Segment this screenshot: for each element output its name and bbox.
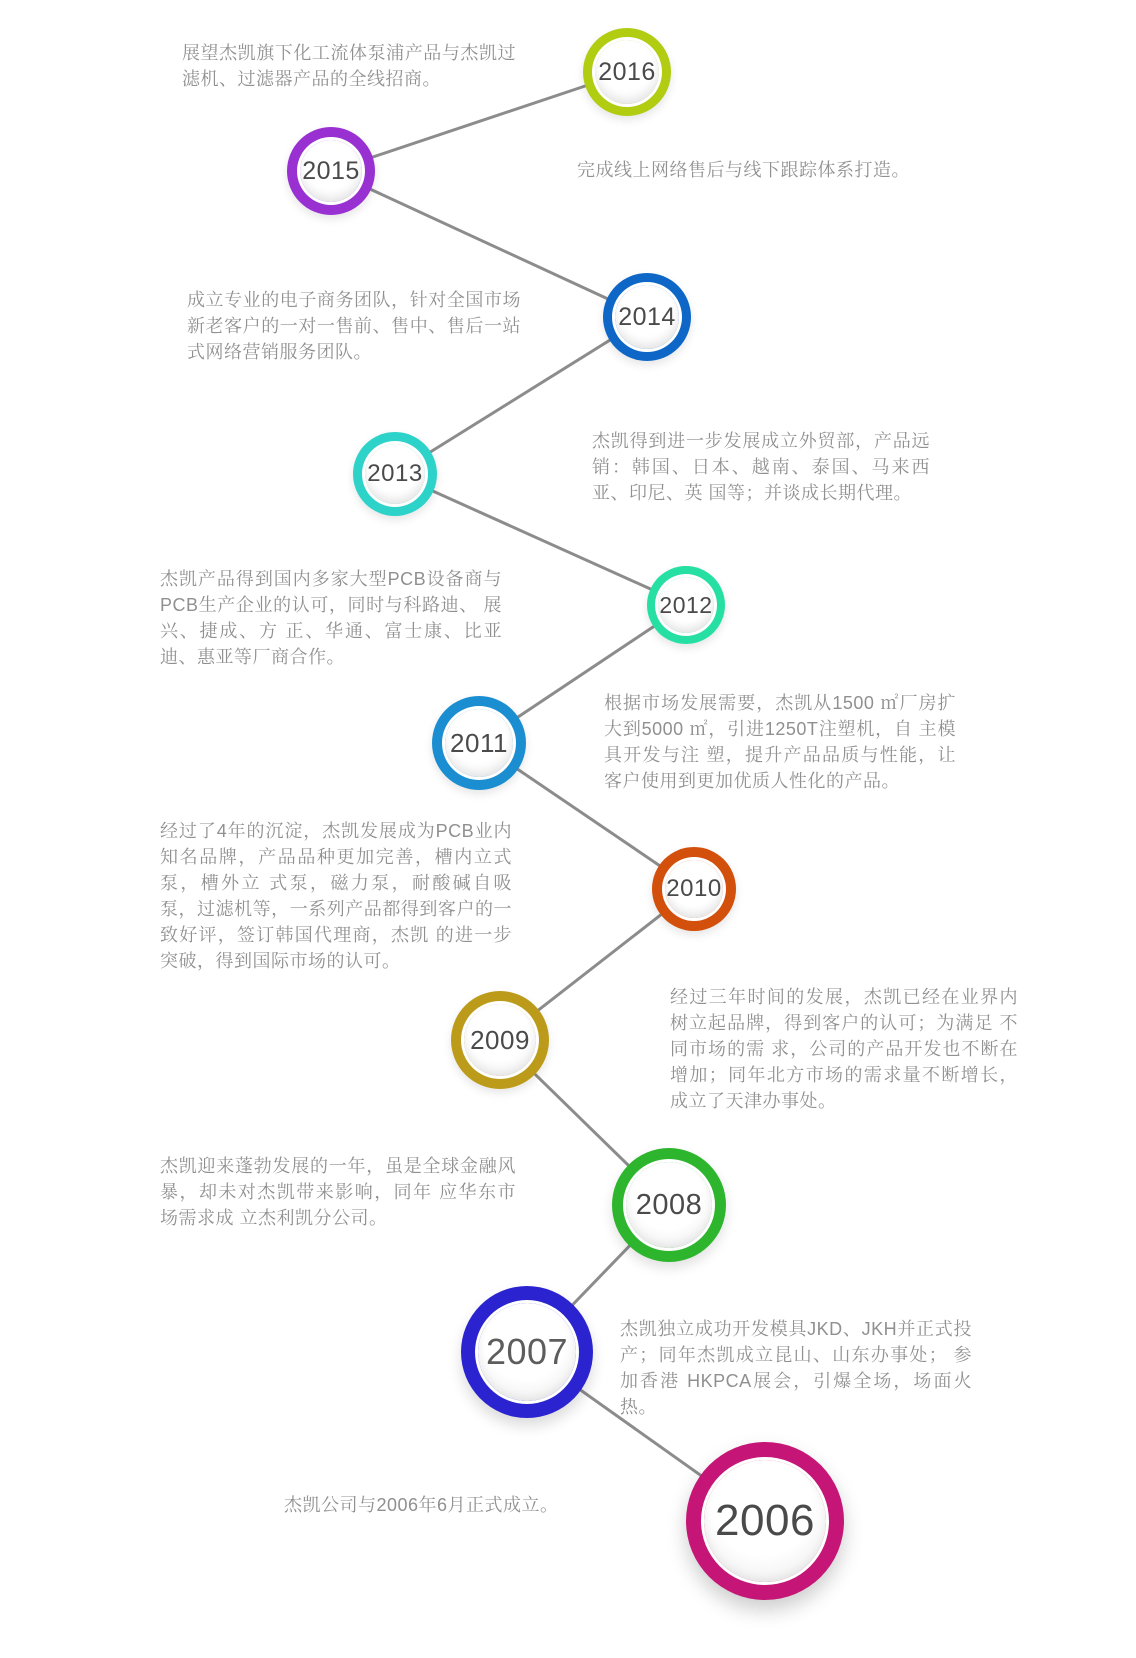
- event-description-2014: 成立专业的电子商务团队，针对全国市场新老客户的一对一售前、售中、售后一站式网络营销服务团队。: [187, 290, 521, 362]
- year-circle-2012: [647, 566, 725, 644]
- year-circle-2011: [432, 696, 526, 790]
- year-label-2008: 2008: [635, 1188, 703, 1221]
- year-circle-2006: [686, 1442, 844, 1600]
- year-label-2015: 2015: [302, 156, 360, 185]
- year-circle-2008: [612, 1148, 726, 1262]
- year-circle-2016: [583, 28, 671, 116]
- year-label-2010: 2010: [666, 875, 722, 902]
- year-circle-2014: [603, 273, 691, 361]
- year-circle-2010: [652, 847, 736, 931]
- year-circle-inner-2011: [445, 709, 513, 777]
- year-circle-2009: [451, 991, 549, 1089]
- year-circle-inner-2013: [365, 444, 425, 504]
- year-label-2007: 2007: [485, 1331, 569, 1372]
- event-description-2010: 经过了4年的沉淀，杰凯发展成为PCB业内知名品牌，产品品种更加完善，槽内立式泵，槽外立 式泵，磁力泵，耐酸碱自吸泵，过滤机等，一系列产品都得到客户的一致好评，签订韩国代理商，杰凯 的进一步突破，得到国际市场的认可。: [160, 821, 512, 971]
- year-circle-2015: [287, 127, 375, 215]
- event-description-2009: 经过三年时间的发展，杰凯已经在业界内树立起品牌，得到客户的认可；为满足 不同市场的需 求，公司的产品开发也不断在增加；同年北方市场的需求量不断增长， 成立了天津办事处。: [670, 987, 1018, 1111]
- event-description-2011: 根据市场发展需要，杰凯从1500 ㎡厂房扩大到5000 ㎡，引进1250T注塑机，自 主模具开发与注 塑，提升产品品质与性能，让客户使用到更加优质人性化的产品。: [604, 693, 956, 791]
- year-circle-2007: [461, 1286, 593, 1418]
- year-label-2014: 2014: [618, 302, 676, 331]
- year-label-2013: 2013: [367, 460, 423, 487]
- year-circle-inner-2007: [478, 1303, 576, 1401]
- year-circle-2013: [353, 432, 437, 516]
- year-label-2006: 2006: [715, 1496, 815, 1545]
- event-description-2013: 杰凯得到进一步发展成立外贸部，产品远销：韩国、日本、越南、泰国、马来西 亚、印尼、英 国等；并谈成长期代理。: [592, 431, 930, 503]
- year-label-2011: 2011: [450, 727, 508, 758]
- year-circle-inner-2012: [658, 577, 714, 633]
- year-circle-inner-2009: [464, 1004, 536, 1076]
- year-circle-inner-2008: [626, 1162, 712, 1248]
- year-circle-inner-2015: [300, 140, 362, 202]
- year-label-2016: 2016: [598, 57, 656, 86]
- year-circle-inner-2010: [665, 860, 723, 918]
- event-description-2006: 杰凯公司与2006年6月正式成立。: [284, 1495, 559, 1515]
- event-description-2016: 展望杰凯旗下化工流体泵浦产品与杰凯过滤机、过滤器产品的全线招商。: [182, 43, 516, 89]
- year-label-2009: 2009: [470, 1024, 530, 1055]
- event-description-2015: 完成线上网络售后与线下跟踪体系打造。: [577, 160, 910, 180]
- event-description-2007: 杰凯独立成功开发模具JKD、JKH并正式投产；同年杰凯成立昆山、山东办事处； 参加香港 HKPCA展会，引爆全场，场面火热。: [620, 1319, 972, 1417]
- year-circle-inner-2016: [595, 40, 659, 104]
- year-label-2012: 2012: [659, 591, 713, 618]
- year-circle-inner-2006: [704, 1460, 826, 1582]
- event-description-2012: 杰凯产品得到国内多家大型PCB设备商与PCB生产企业的认可，同时与科路迪、 展兴、捷成、方 正、华通、富士康、比亚迪、惠亚等厂商合作。: [160, 569, 502, 667]
- event-description-2008: 杰凯迎来蓬勃发展的一年，虽是全球金融风暴，却未对杰凯带来影响，同年 应华东市场需求成 立杰利凯分公司。: [160, 1156, 516, 1228]
- year-circle-inner-2014: [615, 285, 679, 349]
